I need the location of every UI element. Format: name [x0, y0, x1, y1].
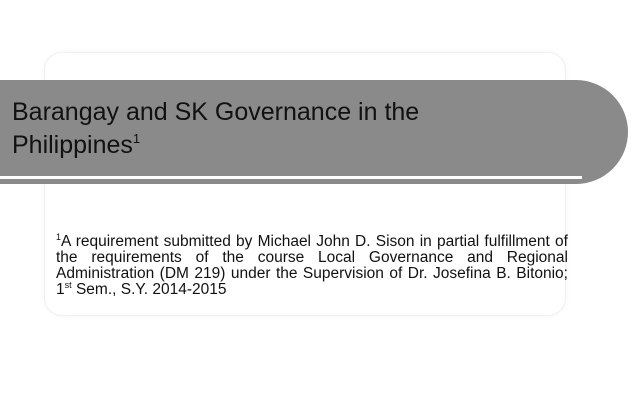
slide-title-line2: Philippines	[12, 131, 133, 159]
footnote-body-part2: Sem., S.Y. 2014-2015	[71, 281, 227, 298]
title-footnote-marker: 1	[132, 131, 141, 146]
footnote-ordinal-suffix: st	[64, 280, 72, 290]
footnote-body-part1: A requirement submitted by Michael John D. Sison in partial fulfillment of the requirements of the course Local Governance and Regional Administration (DM 219) under the Supervision of Dr. Josefina B. Bitonio; 1	[56, 233, 568, 298]
title-underline-stripe	[0, 176, 582, 179]
slide-title	[12, 96, 572, 162]
footnote-marker: 1	[56, 232, 62, 242]
slide-title-line1: Barangay and SK Governance in the	[12, 98, 420, 126]
footnote-text	[56, 234, 568, 298]
